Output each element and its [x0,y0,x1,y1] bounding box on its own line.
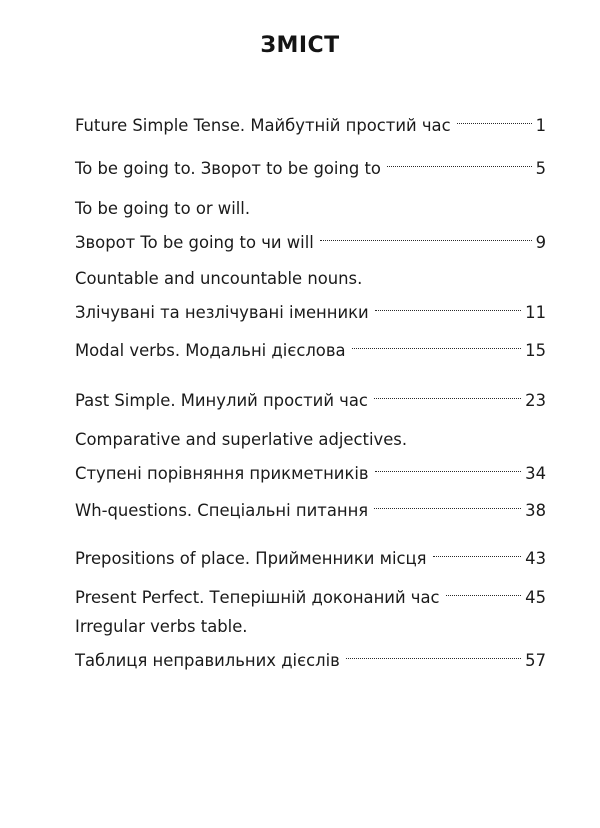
toc-entry-subtitle: Ступені порівняння прикметників [75,464,369,483]
toc-entry-going-to-or-will[interactable] [75,196,546,252]
dot-leader [446,577,522,603]
dot-leader [375,292,521,318]
toc-entry-title-line: Comparative and superlative adjectives. [75,430,408,449]
toc-page-number: 34 [525,464,546,483]
dot-leader [320,222,532,248]
toc-page-number: 23 [525,391,546,410]
dot-leader [375,453,522,479]
toc-entry-wh-questions[interactable] [75,490,546,520]
dot-leader [352,330,522,356]
toc-entry-comparative-adjectives[interactable] [75,427,546,483]
toc-entry-line [75,538,546,568]
toc-entry-title: Present Perfect. Теперішній доконаний час [75,588,440,607]
toc-entry-past-simple[interactable] [75,380,546,410]
toc-entry-line [75,453,546,483]
dot-leader [457,105,532,131]
toc-entry-line [75,640,546,670]
toc-entry-title-line: Irregular verbs table. [75,617,248,636]
toc-page-number: 57 [525,651,546,670]
toc-entry-line [75,105,546,135]
dot-leader [374,490,521,516]
toc-entry-title: Modal verbs. Модальні дієслова [75,341,346,360]
toc-page-number: 11 [525,303,546,322]
toc-entry-prepositions-of-place[interactable] [75,538,546,568]
dot-leader [346,640,521,666]
toc-page-number: 9 [535,233,546,252]
toc-page-number: 15 [525,341,546,360]
toc-entry-to-be-going-to[interactable] [75,148,546,178]
dot-leader [387,148,532,174]
toc-entry-subtitle: Злічувані та незлічувані іменники [75,303,369,322]
toc-entry-irregular-verbs[interactable] [75,614,546,670]
toc-entry-countable-nouns[interactable] [75,266,546,322]
toc-entry-title: Prepositions of place. Прийменники місця [75,549,427,568]
toc-entry-subtitle: Зворот To be going to чи will [75,233,314,252]
toc-entry-subtitle: Таблиця неправильних дієслів [75,651,340,670]
toc-entry-line [75,380,546,410]
toc-entry-line [75,330,546,360]
toc-entry-line [75,292,546,322]
toc-page-number: 1 [535,116,546,135]
dot-leader [374,380,521,406]
toc-entry-line [75,490,546,520]
toc-entry-future-simple[interactable] [75,105,546,135]
toc-entry-line [75,222,546,252]
dot-leader [433,538,522,564]
toc-page-number: 5 [535,159,546,178]
toc-entry-present-perfect[interactable] [75,577,546,607]
toc-page-number: 38 [525,501,546,520]
page-title: ЗМІСТ [260,33,340,58]
toc-page-number: 45 [525,588,546,607]
toc-entry-title: Future Simple Tense. Майбутній простий час [75,116,451,135]
toc-entry-title-line: Countable and uncountable nouns. [75,269,363,288]
toc-entry-modal-verbs[interactable] [75,330,546,360]
toc-entry-line [75,577,546,607]
toc-entry-title: Wh-questions. Спеціальні питання [75,501,369,520]
toc-entry-line [75,148,546,178]
toc-entry-title: Past Simple. Минулий простий час [75,391,368,410]
toc-entry-title: To be going to. Зворот to be going to [75,159,381,178]
toc-page-number: 43 [525,549,546,568]
toc-entry-title-line: To be going to or will. [75,199,251,218]
